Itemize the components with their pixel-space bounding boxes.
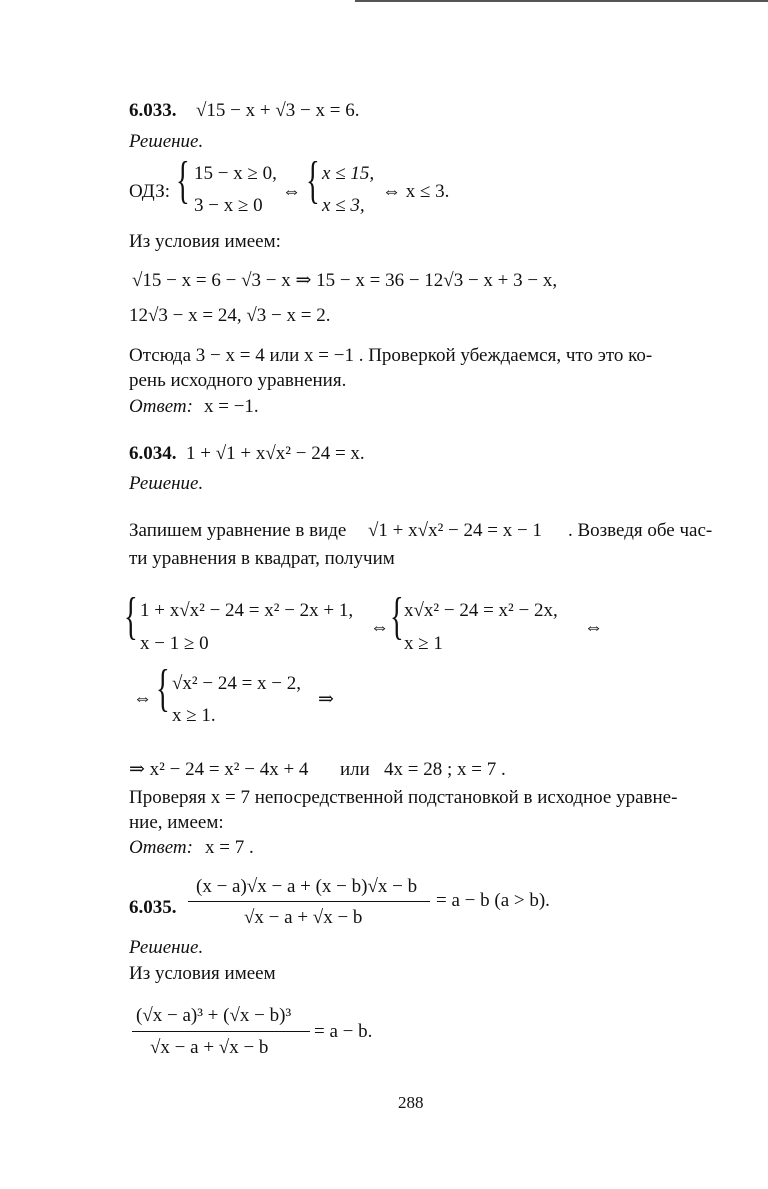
answer-label-034: Ответ: — [129, 837, 193, 858]
odz-system2-line2: x ≤ 3, — [322, 195, 365, 216]
rewrite-text-b: . Возведя обе час- — [568, 520, 713, 541]
answer-033: x = −1. — [204, 396, 259, 417]
odz-label: ОДЗ: — [129, 181, 171, 202]
odz-system2-line1: x ≤ 15, — [322, 163, 375, 184]
fraction-rhs: = a − b. — [314, 1021, 373, 1042]
problem-number-033: 6.033. — [129, 100, 177, 121]
system3-line-2: x ≥ 1. — [172, 705, 216, 726]
equivalence-arrow: ⇔ — [282, 181, 301, 202]
rewrite-text-a: Запишем уравнение в виде — [129, 520, 347, 541]
brace-left: { — [156, 660, 170, 717]
solution-step-2: 12√3 − x = 24, √3 − x = 2. — [129, 305, 331, 326]
rewrite-expression: √1 + x√x² − 24 = x − 1 — [368, 520, 542, 541]
final-equation-or: или — [340, 759, 370, 780]
solution-label-035: Решение. — [129, 937, 204, 958]
final-equation-b: 4x = 28 ; x = 7 . — [384, 759, 506, 780]
odz-system1-line2: 3 − x ≥ 0 — [194, 195, 263, 216]
equation-033: √15 − x + √3 − x = 6. — [196, 100, 360, 121]
condition-text-033: Из условия имеем: — [129, 231, 281, 252]
system3-line-1: √x² − 24 = x − 2, — [172, 673, 302, 694]
brace-left: { — [176, 152, 190, 209]
solution-label-034: Решение. — [129, 473, 204, 494]
problem-number-034: 6.034. — [129, 443, 177, 464]
equivalence-arrow: ⇔ — [370, 617, 389, 638]
check-line-1: Проверяя x = 7 непосредственной подстановкой в исходное уравне- — [129, 787, 678, 808]
numerator-035: (x − a)√x − a + (x − b)√x − b — [196, 876, 418, 897]
condition-text-035: Из условия имеем — [129, 963, 276, 984]
fraction-bar — [132, 1031, 310, 1032]
fraction-denominator: √x − a + √x − b — [150, 1037, 269, 1058]
fraction-bar — [188, 901, 430, 902]
implies-arrow: ⇒ — [318, 689, 334, 710]
equivalence-arrow: ⇔ — [133, 688, 152, 709]
answer-034: x = 7 . — [205, 837, 254, 858]
solution-label-033: Решение. — [129, 131, 204, 152]
system1-line-1: 1 + x√x² − 24 = x² − 2x + 1, — [140, 600, 354, 621]
page-number: 288 — [398, 1093, 424, 1112]
check-line-2: ние, имеем: — [129, 812, 224, 833]
denominator-035: √x − a + √x − b — [244, 907, 363, 928]
top-border-line — [355, 0, 768, 2]
conclusion-line-1: Отсюда 3 − x = 4 или x = −1 . Проверкой убеждаемся, что это ко- — [129, 345, 653, 366]
brace-left: { — [390, 588, 404, 645]
final-equation-a: ⇒ x² − 24 = x² − 4x + 4 — [129, 759, 309, 780]
odz-result: ⇔ x ≤ 3. — [382, 181, 450, 202]
rewrite-line-2: ти уравнения в квадрат, получим — [129, 548, 395, 569]
equation-034: 1 + √1 + x√x² − 24 = x. — [186, 443, 365, 464]
system2-line-1: x√x² − 24 = x² − 2x, — [404, 600, 558, 621]
brace-left: { — [306, 152, 320, 209]
odz-system1-line1: 15 − x ≥ 0, — [194, 163, 277, 184]
brace-left: { — [124, 588, 138, 645]
equivalence-arrow: ⇔ — [584, 617, 603, 638]
conclusion-line-2: рень исходного уравнения. — [129, 370, 347, 391]
system1-line-2: x − 1 ≥ 0 — [140, 633, 209, 654]
problem-number-035: 6.035. — [129, 897, 177, 918]
rhs-035: = a − b (a > b). — [436, 890, 550, 911]
fraction-numerator: (√x − a)³ + (√x − b)³ — [136, 1005, 292, 1026]
answer-label-033: Ответ: — [129, 396, 193, 417]
system2-line-2: x ≥ 1 — [404, 633, 443, 654]
solution-step-1: √15 − x = 6 − √3 − x ⇒ 15 − x = 36 − 12√3 − x + 3 − x, — [132, 270, 558, 291]
